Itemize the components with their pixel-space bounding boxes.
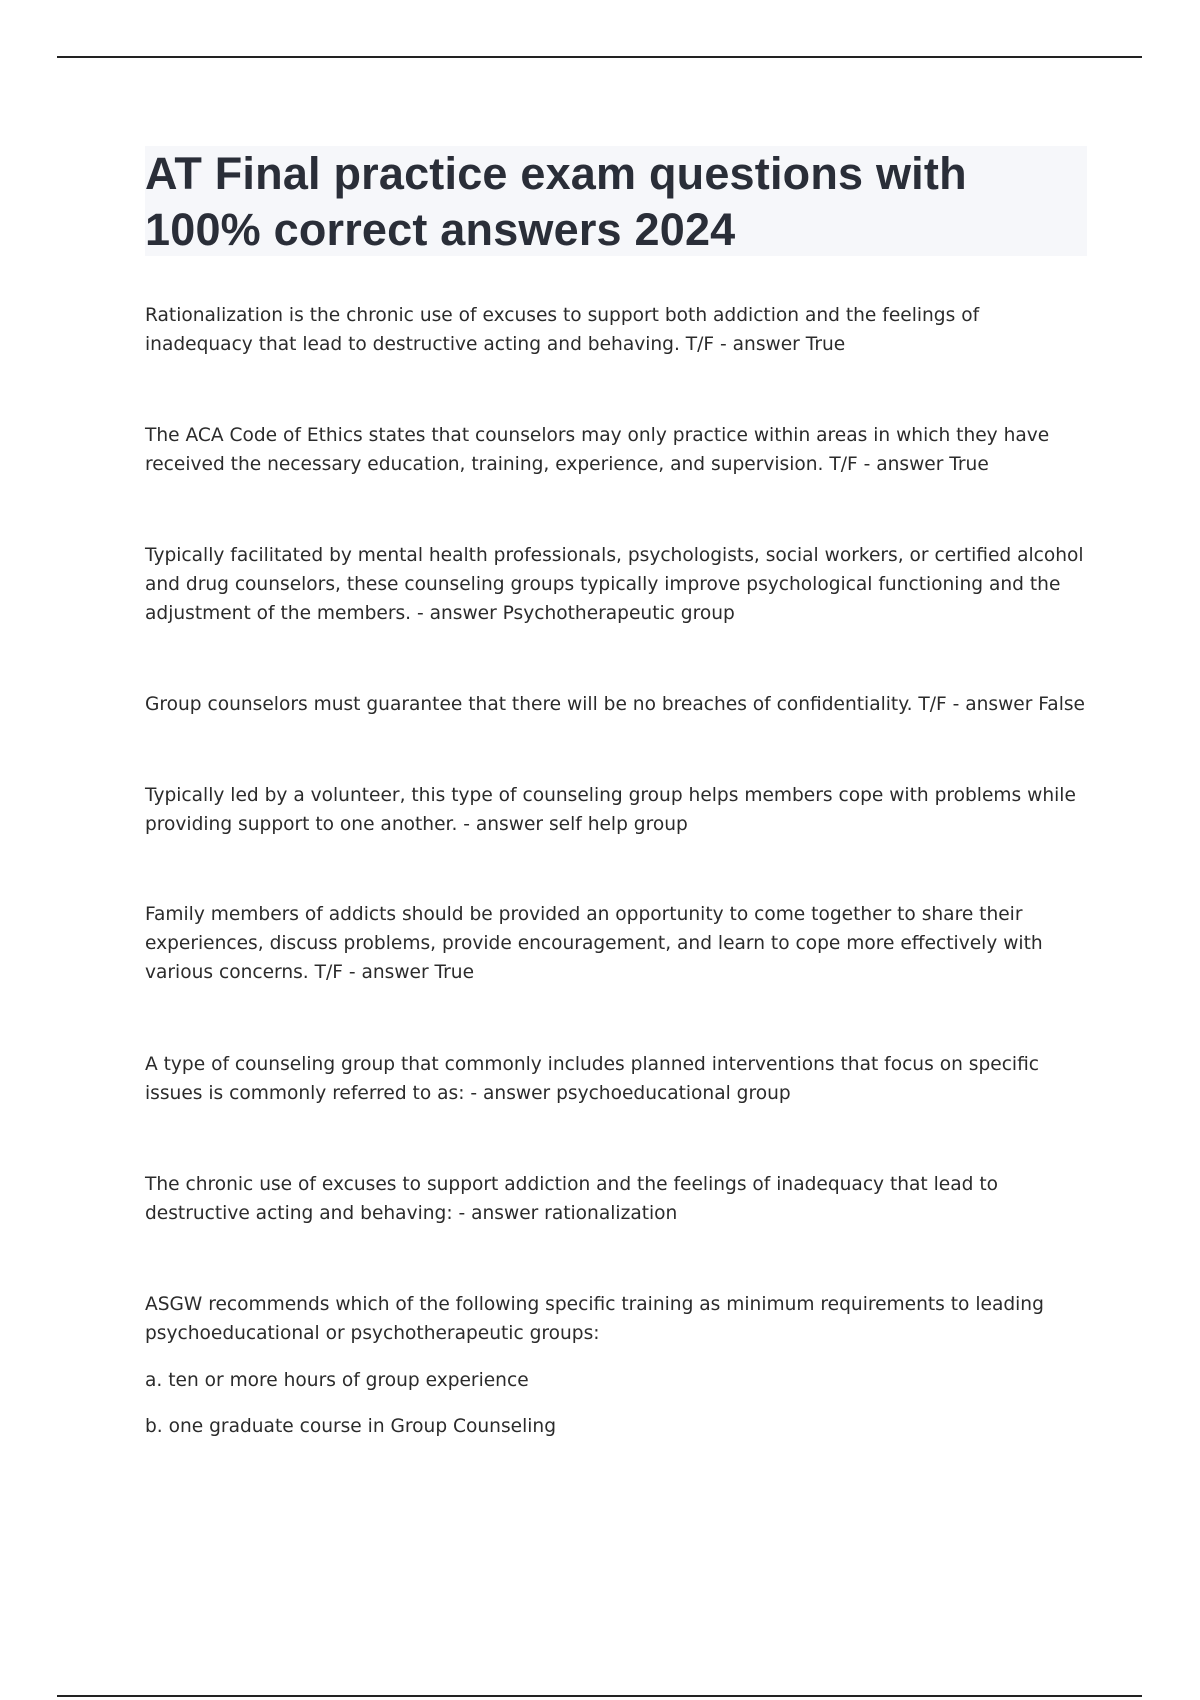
qa-item: Typically facilitated by mental health professionals, psychologists, social workers, or certified alcohol and drug counselors, these counseling groups typically improve psychological functioning and the adjustment of the members. - answer Psychotherapeutic group bbox=[145, 545, 1084, 624]
qa-item: ASGW recommends which of the following specific training as minimum requirements to leading psychoeducational or psychotherapeutic groups: bbox=[145, 1294, 1044, 1344]
qa-item: Rationalization is the chronic use of excuses to support both addiction and the feelings of inadequacy that lead to destructive acting and behaving. T/F - answer True bbox=[145, 305, 980, 355]
bottom-divider bbox=[57, 1695, 1142, 1697]
qa-item: Family members of addicts should be provided an opportunity to come together to share their experiences, discuss problems, provide encouragement, and learn to cope more effectively with various concerns. T/F - answer True bbox=[145, 904, 1043, 983]
document-title: AT Final practice exam questions with 100% correct answers 2024 bbox=[145, 148, 967, 255]
qa-item: The chronic use of excuses to support addiction and the feelings of inadequacy that lead to destructive acting and behaving: - answer rationalization bbox=[145, 1174, 999, 1224]
title-block bbox=[145, 146, 1087, 256]
answer-option: b. one graduate course in Group Counseling bbox=[145, 1416, 557, 1437]
top-divider bbox=[57, 56, 1142, 58]
qa-item: Typically led by a volunteer, this type of counseling group helps members cope with problems while providing support to one another. - answer self help group bbox=[145, 785, 1076, 835]
answer-option: a. ten or more hours of group experience bbox=[145, 1370, 529, 1391]
qa-item: A type of counseling group that commonly includes planned interventions that focus on specific issues is commonly referred to as: - answer psychoeducational group bbox=[145, 1054, 1040, 1104]
qa-item: The ACA Code of Ethics states that counselors may only practice within areas in which they have received the necessary education, training, experience, and supervision. T/F - answer True bbox=[145, 425, 1050, 475]
qa-item: Group counselors must guarantee that there will be no breaches of confidentiality. T/F - answer False bbox=[145, 694, 1085, 715]
